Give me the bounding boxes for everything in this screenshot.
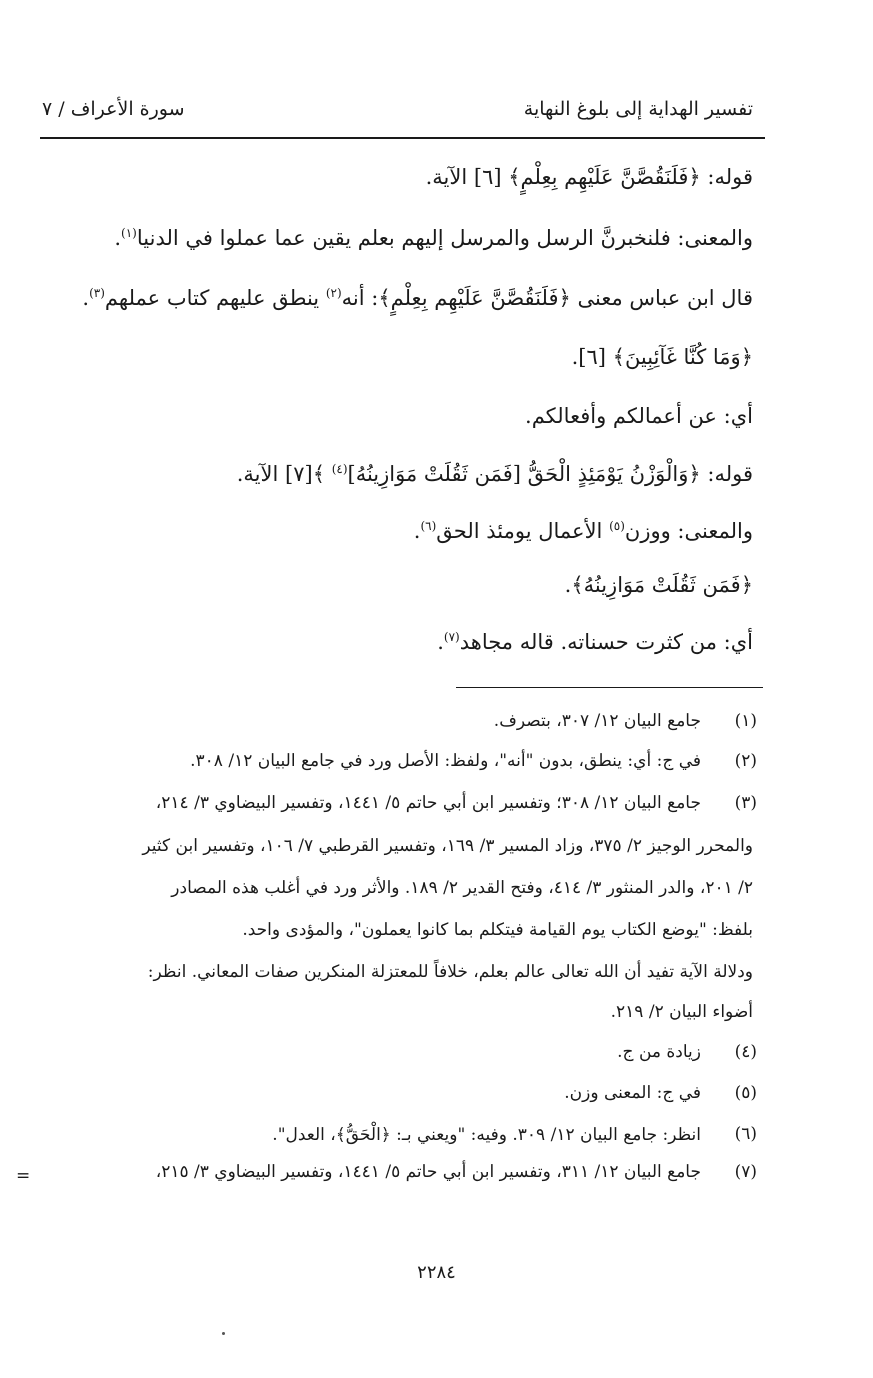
scan-speck [222, 1332, 225, 1335]
body-text: . [437, 630, 444, 654]
footnote-text: جامع البيان ١٢/ ٣٠٨؛ وتفسير ابن أبي حاتم ٥/ ١٤٤١، وتفسير البيضاوي ٣/ ٢١٤، [155, 793, 701, 813]
running-header-surah: سورة الأعراف / ٧ [42, 98, 185, 120]
body-text: . [413, 519, 421, 543]
body-text: ينطق عليهم كتاب عملهم [104, 286, 326, 310]
footnote-ref: (١) [121, 226, 137, 240]
footnote-text: في ج: المعنى وزن. [564, 1083, 701, 1103]
body-text: والمعنى: ووزن [624, 519, 753, 543]
quran-verse: ﴿فَمَن ثَقُلَتْ مَوَازِينُهُ﴾. [564, 573, 753, 597]
body-text: ﴾[٧] الآية. [236, 462, 332, 486]
body-line-5 [525, 404, 753, 429]
footnote-number: (٥) [734, 1083, 757, 1103]
quran-verse: ﴿وَمَا كُنَّا غَآئِبِينَ﴾ [٦]. [571, 345, 753, 369]
footnote-ref: (٢) [325, 286, 342, 300]
footnote-text: أضواء البيان ٢/ ٢١٩. [610, 1002, 753, 1022]
footnote-number: (٣) [734, 793, 757, 813]
body-line-6 [237, 462, 753, 487]
body-text: . [114, 226, 122, 250]
footnote-ref: (٣) [89, 286, 105, 300]
footnote-text: جامع البيان ١٢/ ٣١١، وتفسير ابن أبي حاتم ٥/ ١٤٤١، وتفسير البيضاوي ٣/ ٢١٥، [155, 1162, 701, 1182]
footnote-text: انظر: جامع البيان ١٢/ ٣٠٩. وفيه: "ويعني بـ: ﴿الْحَقُّ﴾، العدل". [272, 1125, 701, 1145]
body-text: الأعمال يومئذ الحق [436, 519, 610, 543]
footnote-number: (١) [734, 711, 757, 731]
footnote-ref: (٧) [443, 630, 460, 644]
body-text: قوله: ﴿وَالْوَزْنُ يَوْمَئِذٍ الْحَقُّ [فَمَن ثَقُلَتْ مَوَازِينُهُ] [347, 462, 753, 486]
body-text: . [82, 286, 90, 310]
body-line-1 [426, 165, 753, 190]
continuation-mark: = [16, 1166, 31, 1186]
footnote-number: (٤) [734, 1042, 757, 1062]
running-header-book-title: تفسير الهداية إلى بلوغ النهاية [523, 98, 753, 120]
footnote-text: في ج: أي: ينطق، بدون "أنه"، ولفظ: الأصل ورد في جامع البيان ١٢/ ٣٠٨. [190, 751, 701, 771]
footnote-ref: (٥) [609, 519, 625, 533]
body-line-9 [437, 630, 753, 655]
body-line-8 [565, 573, 753, 598]
footnote-number: (٢) [734, 751, 757, 771]
body-line-3 [82, 286, 753, 311]
body-text: قوله: ﴿فَلَنَقُصَّنَّ عَلَيْهِم بِعِلْمٍ﴾ [٦] الآية. [425, 165, 753, 189]
footnote-ref: (٦) [420, 519, 437, 533]
body-text: قال ابن عباس معنى ﴿فَلَنَقُصَّنَّ عَلَيْهِم بِعِلْمٍ﴾: أنه [341, 286, 753, 310]
body-line-7 [414, 519, 753, 544]
footnote-text: جامع البيان ١٢/ ٣٠٧، بتصرف. [493, 711, 701, 731]
footnote-text: زيادة من ج. [617, 1042, 701, 1062]
footnote-ref: (٤) [331, 462, 348, 476]
body-line-2 [114, 226, 753, 251]
header-rule [40, 137, 765, 139]
footnote-text: بلفظ: "يوضع الكتاب يوم القيامة فيتكلم بما كانوا يعملون"، والمؤدى واحد. [242, 920, 753, 940]
footnote-text: ٢/ ٢٠١، والدر المنثور ٣/ ٤١٤، وفتح القدير ٢/ ١٨٩. والأثر ورد في أغلب هذه المصادر [171, 878, 753, 898]
body-text: أي: عن أعمالكم وأفعالكم. [525, 404, 753, 428]
footnote-separator [456, 687, 763, 688]
footnote-text: ودلالة الآية تفيد أن الله تعالى عالم بعلم، خلافاً للمعتزلة المنكرين صفات المعاني. انظر: [147, 962, 753, 982]
footnote-number: (٦) [734, 1124, 757, 1144]
footnote-text: والمحرر الوجيز ٢/ ٣٧٥، وزاد المسير ٣/ ١٦٩، وتفسير القرطبي ٧/ ١٠٦، وتفسير ابن كثير [142, 836, 753, 856]
page-number: ٢٢٨٤ [417, 1262, 456, 1283]
body-text: أي: من كثرت حسناته. قاله مجاهد [459, 630, 753, 654]
footnote-number: (٧) [734, 1162, 757, 1182]
body-text: والمعنى: فلنخبرنَّ الرسل والمرسل إليهم بعلم يقين عما عملوا في الدنيا [136, 226, 753, 250]
body-line-4 [572, 345, 753, 370]
